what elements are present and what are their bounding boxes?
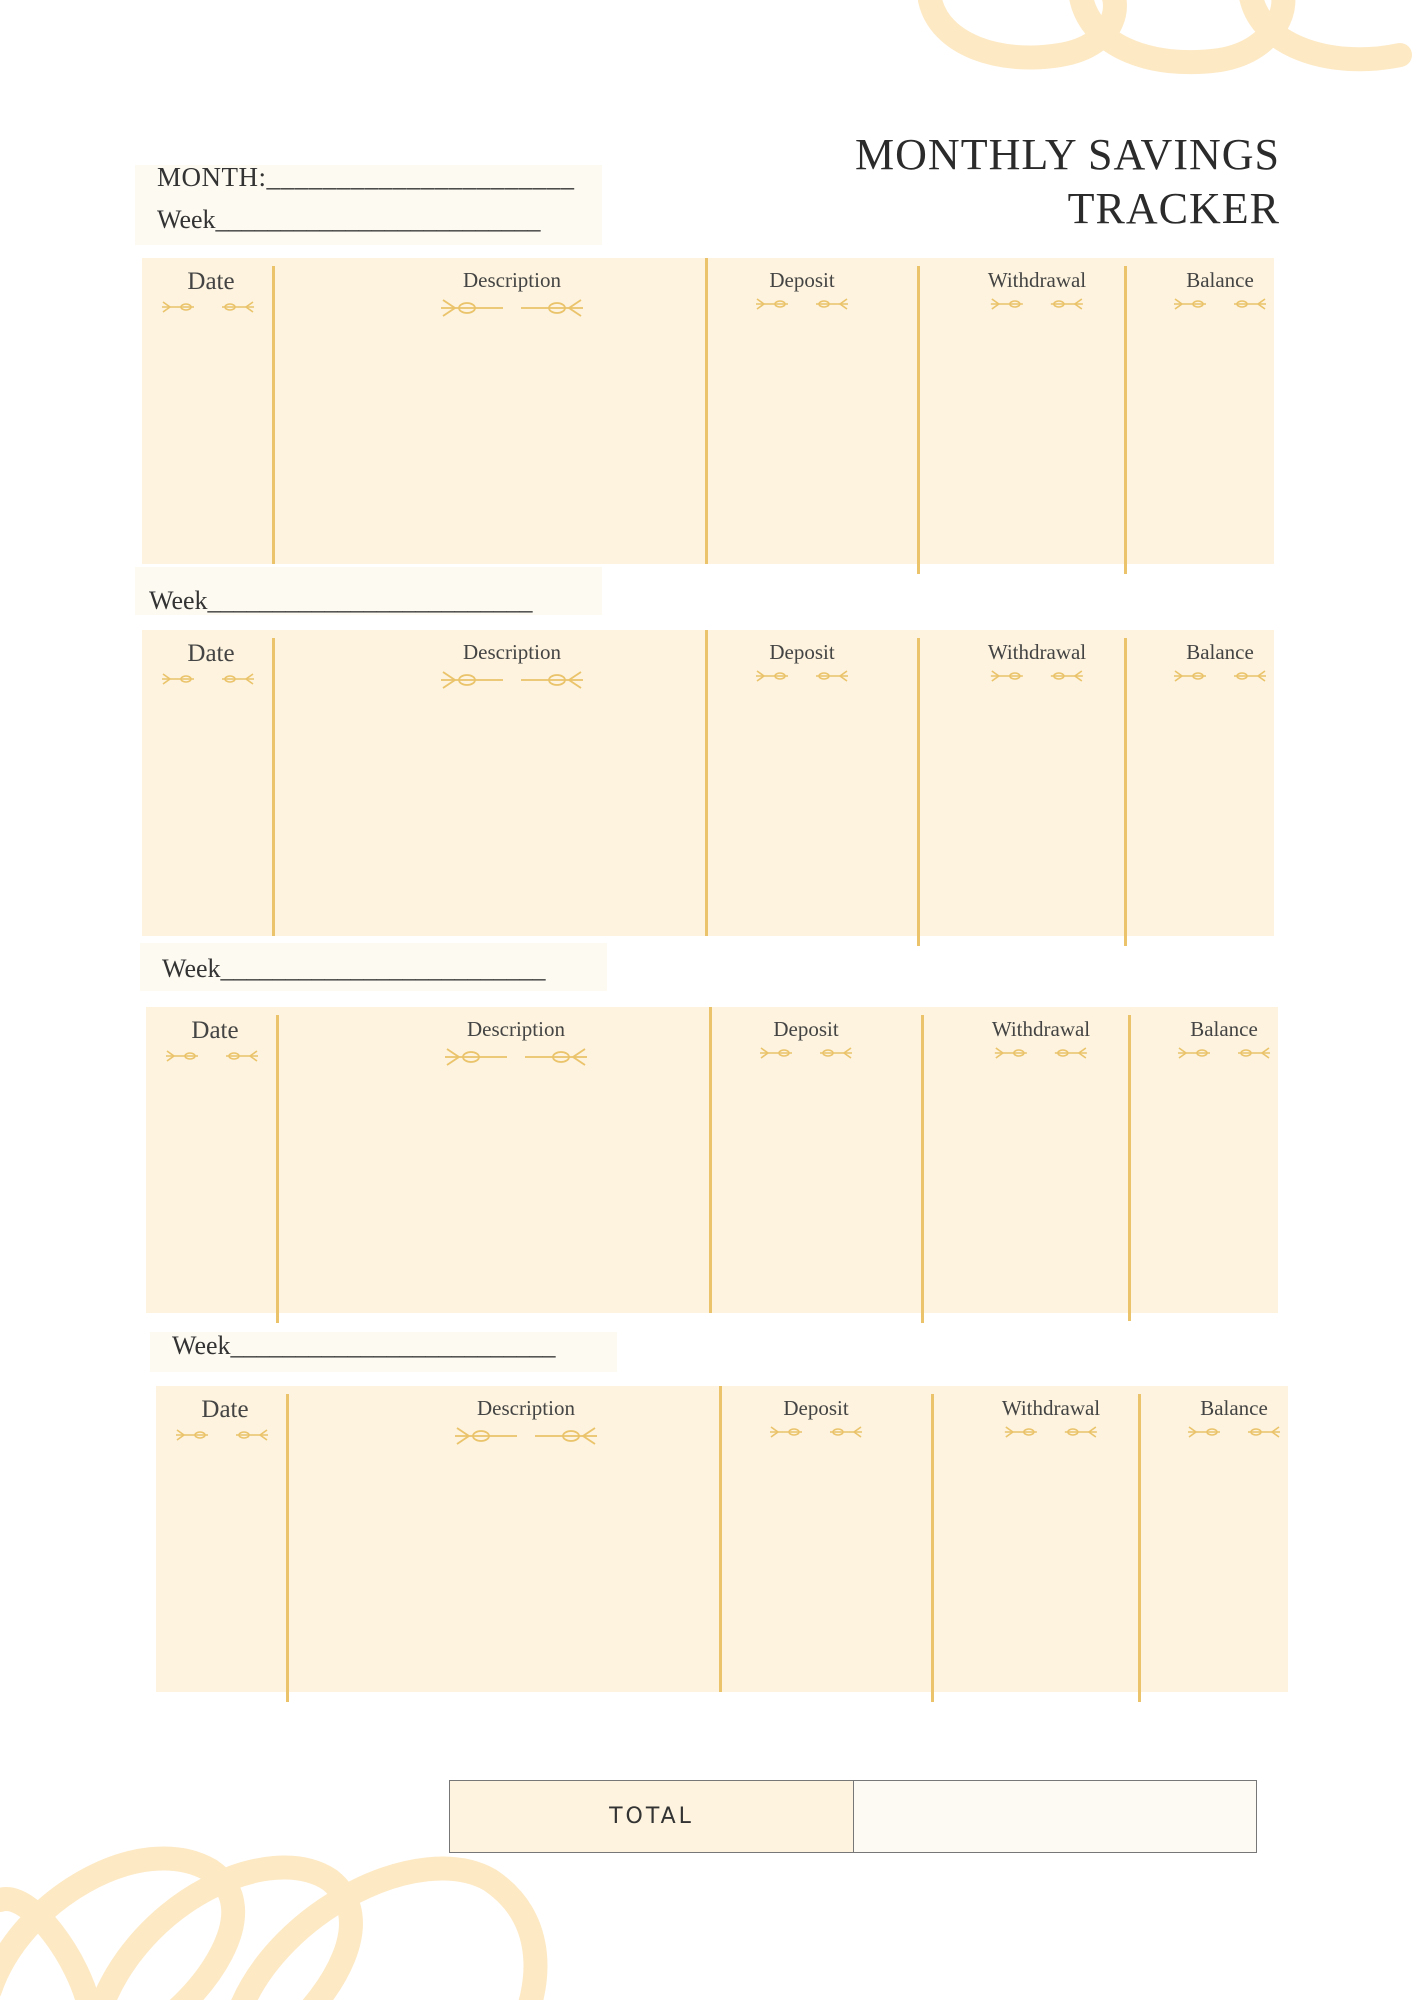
leaf-arrow-divider-icon xyxy=(758,1046,854,1060)
leaf-arrow-divider-icon xyxy=(989,669,1085,683)
savings-table-4 xyxy=(156,1386,1288,1692)
month-field[interactable]: MONTH:______________________ xyxy=(157,162,575,192)
leaf-arrow-divider-icon xyxy=(160,300,256,314)
column-divider xyxy=(921,1015,924,1323)
column-divider xyxy=(272,266,275,564)
week-field-1[interactable]: Week_________________________ xyxy=(157,205,541,234)
column-header-date: Date xyxy=(166,640,256,686)
column-header-balance: Balance xyxy=(1186,1396,1282,1439)
column-divider xyxy=(272,638,275,936)
column-divider xyxy=(709,1007,712,1313)
leaf-arrow-divider-icon xyxy=(1172,669,1268,683)
week-field-4[interactable]: Week_________________________ xyxy=(172,1331,556,1360)
column-header-deposit: Deposit xyxy=(768,1396,864,1439)
column-divider xyxy=(931,1394,934,1702)
column-header-balance: Balance xyxy=(1172,268,1268,311)
leaf-arrow-divider-icon xyxy=(754,669,850,683)
total-label: TOTAL xyxy=(450,1781,854,1852)
column-header-date: Date xyxy=(166,268,256,314)
column-divider xyxy=(1124,266,1127,574)
column-header-deposit: Deposit xyxy=(754,640,850,683)
column-header-balance: Balance xyxy=(1172,640,1268,683)
total-box xyxy=(449,1780,1257,1853)
column-header-date: Date xyxy=(180,1396,270,1442)
column-header-description: Description xyxy=(451,1396,601,1447)
leaf-arrow-divider-icon xyxy=(441,1046,591,1068)
column-header-withdrawal: Withdrawal xyxy=(992,1017,1090,1060)
column-header-description: Description xyxy=(437,268,587,319)
savings-table-3 xyxy=(146,1007,1278,1313)
leaf-arrow-divider-icon xyxy=(1172,297,1268,311)
column-divider xyxy=(1138,1394,1141,1702)
leaf-arrow-divider-icon xyxy=(1186,1425,1282,1439)
column-header-withdrawal: Withdrawal xyxy=(988,640,1086,683)
leaf-arrow-divider-icon xyxy=(754,297,850,311)
column-divider xyxy=(276,1015,279,1323)
column-header-withdrawal: Withdrawal xyxy=(1002,1396,1100,1439)
leaf-arrow-divider-icon xyxy=(451,1425,601,1447)
leaf-arrow-divider-icon xyxy=(989,297,1085,311)
total-value-field[interactable] xyxy=(854,1781,1256,1852)
column-divider xyxy=(917,638,920,946)
column-header-deposit: Deposit xyxy=(754,268,850,311)
leaf-arrow-divider-icon xyxy=(768,1425,864,1439)
title-line-2: TRACKER xyxy=(1067,184,1280,233)
week-field-3[interactable]: Week_________________________ xyxy=(162,954,546,983)
column-divider xyxy=(719,1386,722,1692)
title-line-1: MONTHLY SAVINGS xyxy=(855,130,1280,179)
column-header-deposit: Deposit xyxy=(758,1017,854,1060)
savings-table-2 xyxy=(142,630,1274,936)
week-field-2[interactable]: Week_________________________ xyxy=(149,586,533,615)
column-header-balance: Balance xyxy=(1176,1017,1272,1060)
leaf-arrow-divider-icon xyxy=(437,669,587,691)
savings-table-1 xyxy=(142,258,1274,564)
column-header-date: Date xyxy=(170,1017,260,1063)
column-header-description: Description xyxy=(441,1017,591,1068)
leaf-arrow-divider-icon xyxy=(164,1049,260,1063)
column-divider xyxy=(917,266,920,574)
leaf-arrow-divider-icon xyxy=(437,297,587,319)
leaf-arrow-divider-icon xyxy=(1176,1046,1272,1060)
leaf-arrow-divider-icon xyxy=(1003,1425,1099,1439)
column-divider xyxy=(1128,1015,1131,1321)
column-divider xyxy=(1124,638,1127,946)
column-header-withdrawal: Withdrawal xyxy=(988,268,1086,311)
leaf-arrow-divider-icon xyxy=(174,1428,270,1442)
column-header-description: Description xyxy=(437,640,587,691)
column-divider xyxy=(705,258,708,564)
column-divider xyxy=(286,1394,289,1702)
page-title xyxy=(855,128,1280,236)
column-divider xyxy=(705,630,708,936)
leaf-arrow-divider-icon xyxy=(993,1046,1089,1060)
leaf-arrow-divider-icon xyxy=(160,672,256,686)
